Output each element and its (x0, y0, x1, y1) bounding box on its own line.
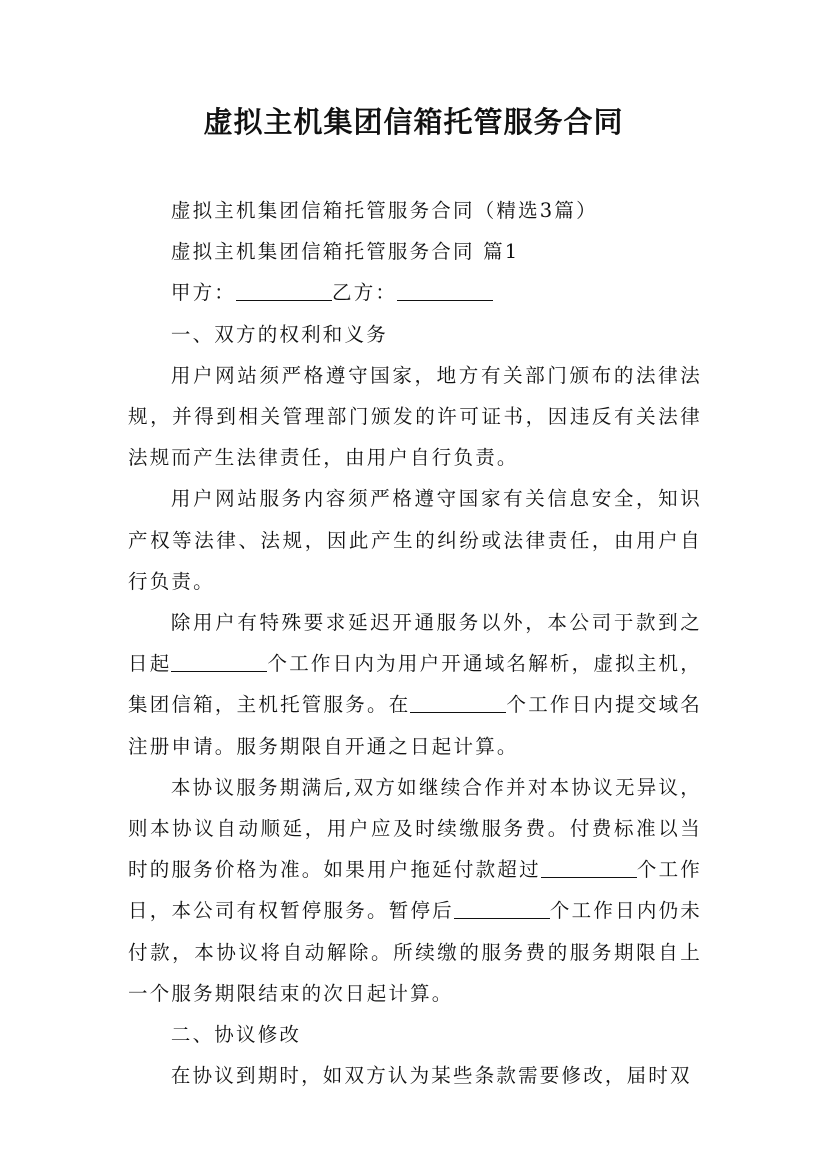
paragraph-3-part-2: 个工作日内为用户开通域名解析，虚拟主机，集团信箱，主机托管服务。在 (128, 652, 702, 717)
document-title: 虚拟主机集团信箱托管服务合同 (203, 105, 624, 139)
days-blank-2 (410, 693, 506, 714)
party-a-label: 甲方： (170, 281, 236, 305)
paragraph-2: 用户网站服务内容须严格遵守国家有关信息安全，知识产权等法律、法规，因此产生的纠纷或法律责任，由用户自行负责。 (128, 487, 702, 593)
paragraph-4-part-3: 个工作日内仍未付款，本协议将自动解除。所续缴的服务费的服务期限自上一个服务期限结束的次日起计算。 (128, 899, 702, 1005)
subtitle: 虚拟主机集团信箱托管服务合同（精选3篇） (170, 199, 598, 222)
days-blank-1 (171, 652, 267, 673)
days-blank-4 (454, 899, 550, 920)
paragraph-5: 在协议到期时，如双方认为某些条款需要修改，届时双 (170, 1064, 692, 1088)
section2-heading: 二、协议修改 (170, 1023, 302, 1047)
party-a-blank (236, 281, 332, 302)
party-b-blank (397, 281, 493, 302)
document-body (128, 190, 702, 1096)
parties-line (128, 272, 702, 313)
paragraph-4-part-1: 本协议服务期满后,双方如继续合作并对本协议无异议，则本协议自动顺延，用户应及时续缴服务费。付费标准以当时的服务价格为准。如果用户拖延付款超过 (128, 775, 702, 882)
paragraph-4-part-2: 个工作日，本公司有权暂停服务。暂停后 (128, 858, 702, 923)
section1-heading: 一、双方的权利和义务 (170, 322, 388, 346)
paragraph-1: 用户网站须严格遵守国家，地方有关部门颁布的法律法规，并得到相关管理部门颁发的许可证书，因违反有关法律法规而产生法律责任，由用户自行负责。 (128, 363, 702, 470)
paragraph-3-part-3: 个工作日内提交域名注册申请。服务期限自开通之日起计算。 (128, 693, 702, 758)
paragraph-3 (128, 602, 702, 767)
party-b-label: 乙方： (332, 281, 398, 305)
days-blank-3 (541, 858, 637, 879)
paragraph-4 (128, 767, 702, 1014)
paragraph-3-part-1: 除用户有特殊要求延迟开通服务以外，本公司于款到之日起 (128, 611, 702, 676)
article-heading: 虚拟主机集团信箱托管服务合同 篇1 (170, 240, 520, 264)
